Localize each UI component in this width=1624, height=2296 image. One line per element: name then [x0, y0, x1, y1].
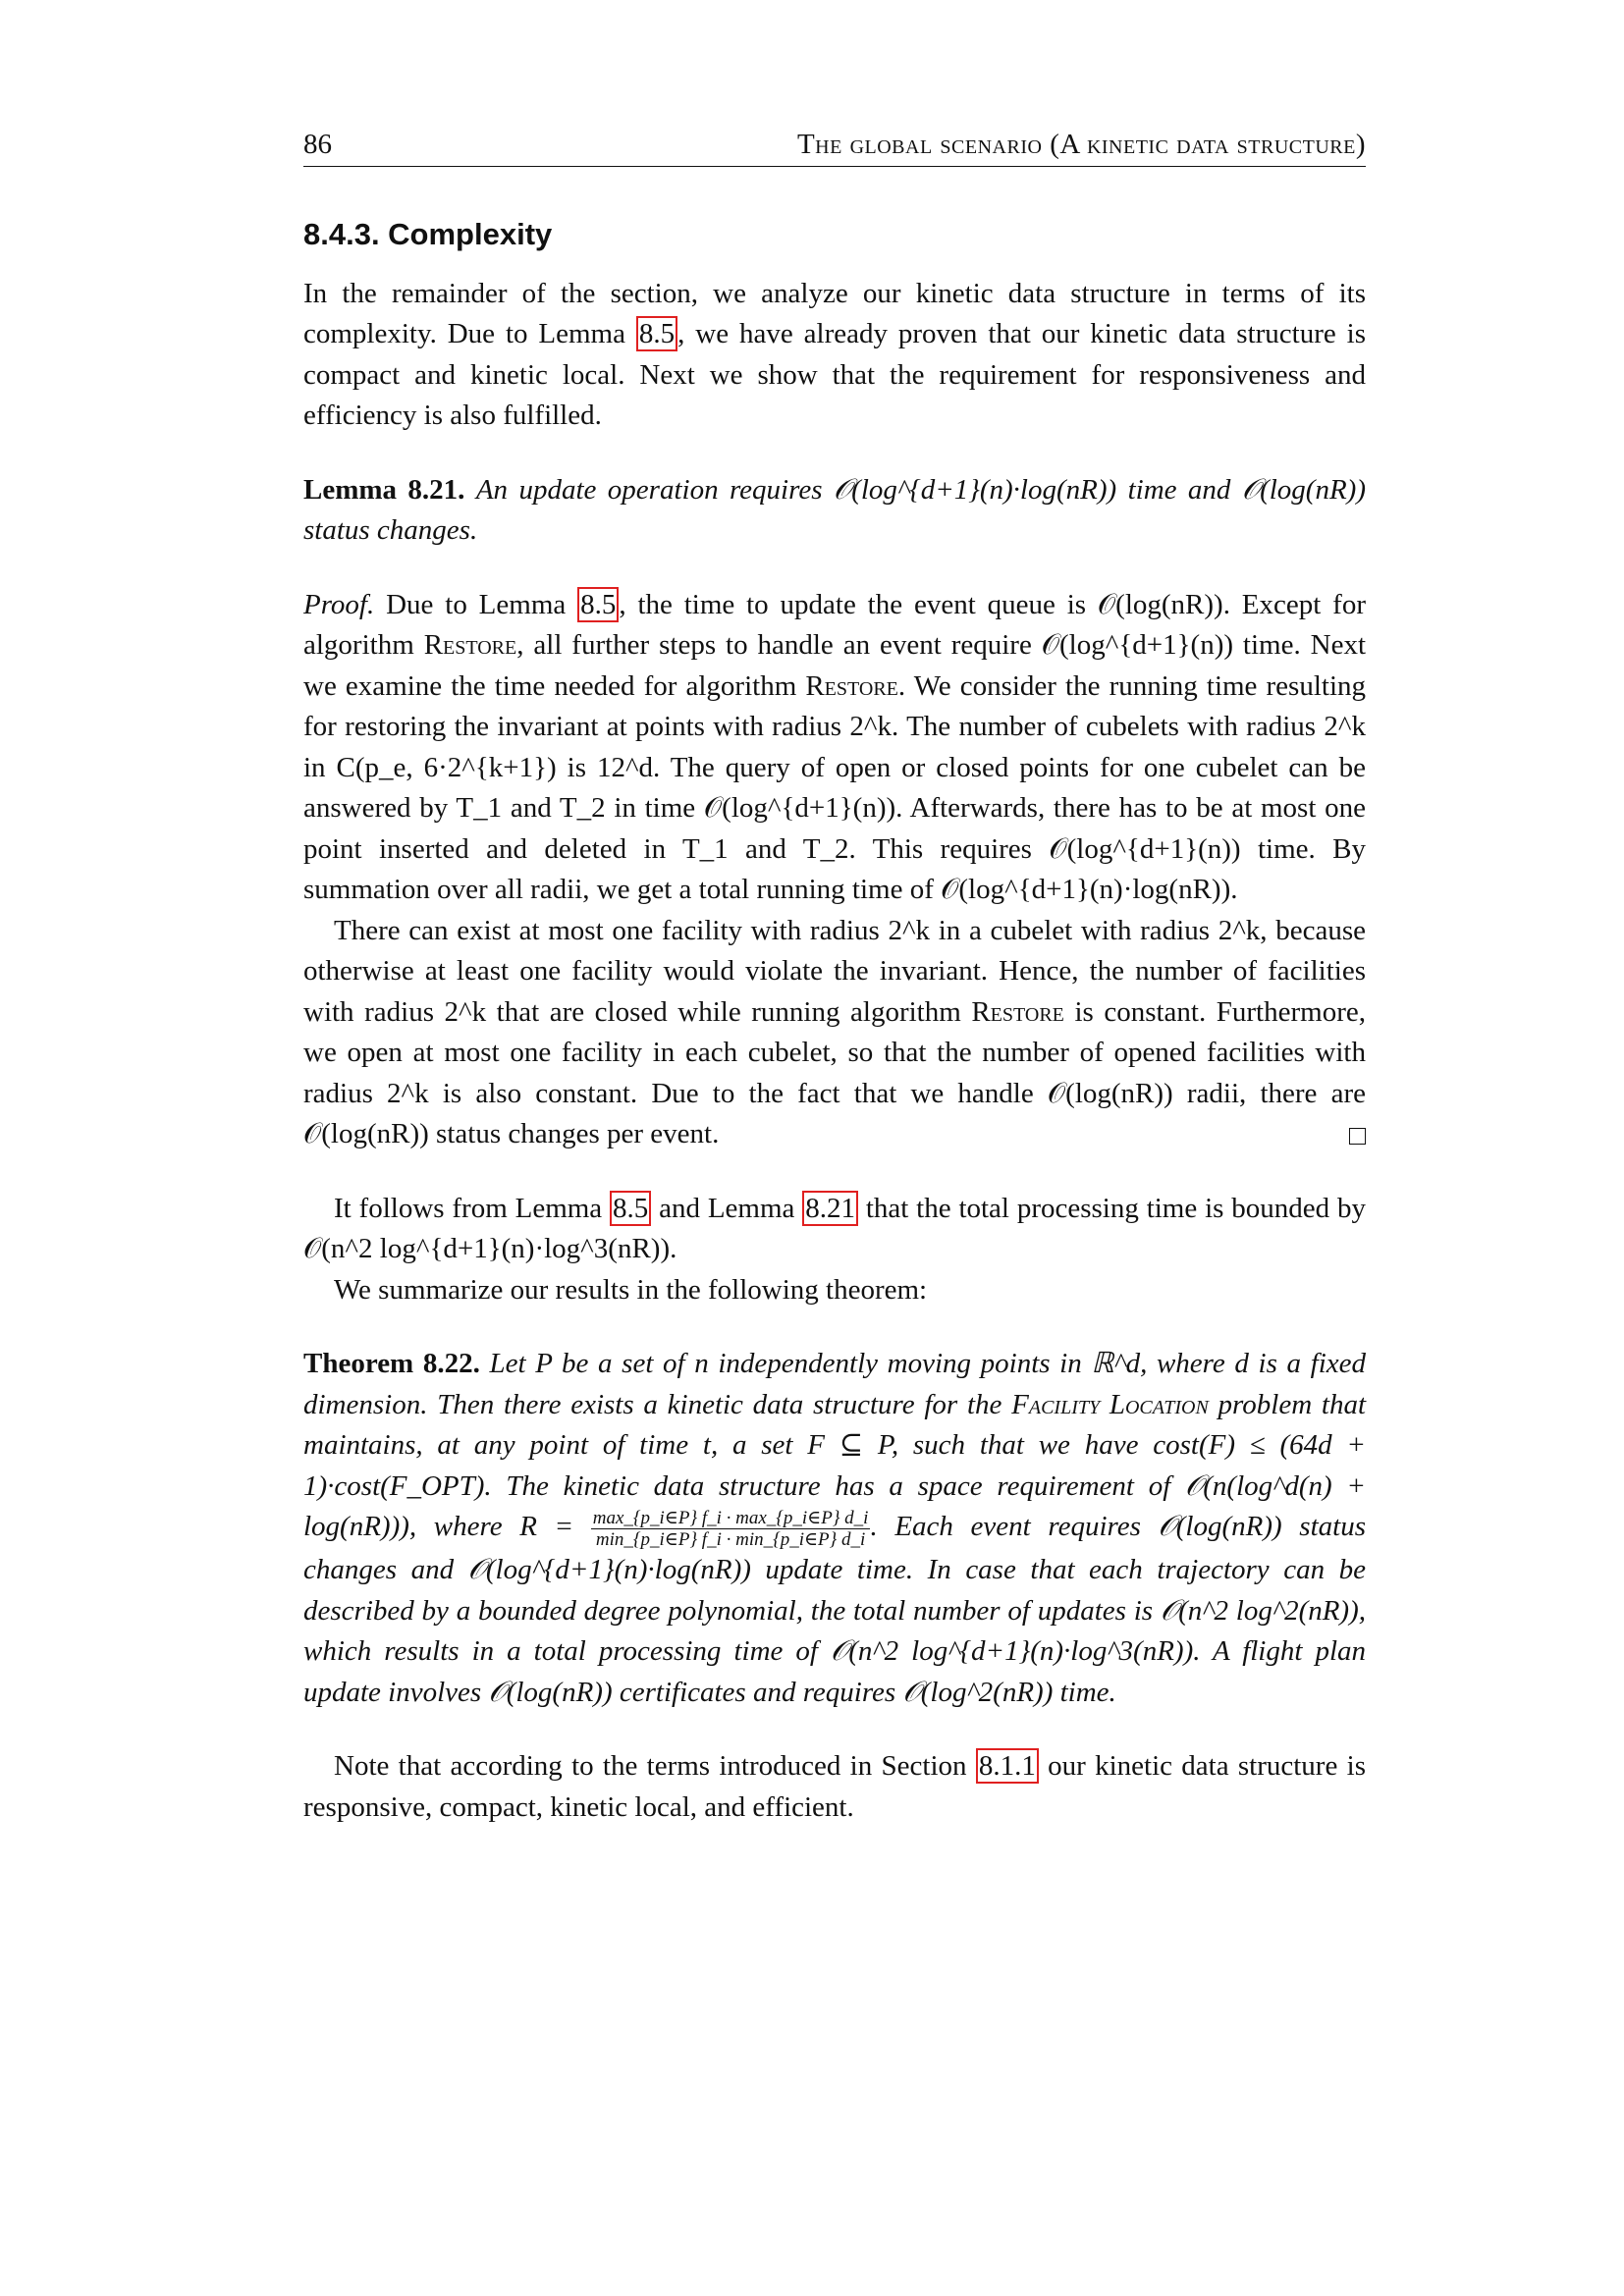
qed-square-icon [1349, 1128, 1366, 1145]
ref-lemma-8-5-proof[interactable]: 8.5 [577, 587, 619, 622]
follow-text-c: that the total processing time is bounded by 𝒪(n^2 log^{d+1}(n)·log^3(nR)). [303, 1192, 1366, 1265]
fraction-numerator: max_{p_i∈P} f_i · max_{p_i∈P} d_i [592, 1508, 869, 1529]
proof-text-b: , the time to update the event queue is 𝒪(log(nR)). Except for algorithm [303, 588, 1366, 662]
follow-text-b: and Lemma [651, 1192, 803, 1224]
intro-text-2: , we have already proven that our kinetic data structure is compact and kinetic local. Next we show that the requirement for responsiveness and efficiency is also fulfilled. [303, 318, 1366, 432]
proof-text-f: is constant. Furthermore, we open at most one facility in each cubelet, so that the number of opened facilities with radius 2^k is also constant. Due to the fact that we handle 𝒪(log(nR)) radii, there are 𝒪(log(nR)) status changes per event. [303, 995, 1366, 1150]
theorem-8-22 [303, 1344, 1366, 1713]
algorithm-restore-3: Restore [971, 995, 1064, 1028]
follow-text-a: It follows from Lemma [334, 1192, 611, 1224]
ratio-fraction [591, 1508, 871, 1550]
follow-paragraph [303, 1189, 1366, 1270]
proof-paragraph-2 [303, 911, 1366, 1155]
page-number: 86 [303, 129, 332, 160]
summary-sentence: We summarize our results in the following theorem: [334, 1273, 928, 1306]
theorem-text-c: . Each event requires 𝒪(log(nR)) status changes and 𝒪(log^{d+1}(n)·log(nR)) update time. In case that each trajectory can be described by a bounded degree polynomial, the total number of updates is 𝒪(n^2 log^2(nR)), which results in a total processing time of 𝒪(n^2 log^{d+1}(n)·log^3(nR)). A flight plan update involves 𝒪(log(nR)) certificates and requires 𝒪(log^2(nR)) time. [303, 1511, 1366, 1708]
ref-lemma-8-21[interactable]: 8.21 [802, 1191, 858, 1226]
proof-label: Proof. [303, 588, 375, 620]
page [303, 128, 1366, 1828]
algorithm-restore: Restore [423, 629, 517, 662]
ref-lemma-8-5-follow[interactable]: 8.5 [610, 1191, 651, 1226]
running-header [303, 128, 1366, 167]
proof-text-a: Due to Lemma [386, 588, 578, 620]
theorem-label: Theorem 8.22. [303, 1348, 480, 1380]
proof-paragraph-1 [303, 585, 1366, 911]
lemma-label: Lemma 8.21. [303, 473, 465, 506]
proof-text-c: , all further steps to handle an event require 𝒪(log^{d+1}(n)) time. Next we examine the time needed for algorithm [303, 629, 1367, 702]
theorem-text-a: Let P be a set of n independently moving points in ℝ^d, where d is a fixed dimension. Then there exists a kinetic data structure for the [303, 1348, 1366, 1420]
intro-paragraph [303, 274, 1366, 437]
note-text-b: our kinetic data structure is responsive, compact, kinetic local, and efficient. [303, 1750, 1366, 1823]
lemma-8-21 [303, 470, 1366, 552]
lemma-statement: An update operation requires 𝒪(log^{d+1}(n)·log(nR)) time and 𝒪(log(nR)) status changes. [303, 473, 1366, 547]
intro-text-1: In the remainder of the section, we analyze our kinetic data structure in terms of its complexity. Due to Lemma [303, 277, 1366, 350]
section-title: 8.4.3. Complexity [303, 216, 553, 251]
note-text-a: Note that according to the terms introduced in Section [334, 1750, 976, 1783]
ref-section-8-1-1[interactable]: 8.1.1 [976, 1748, 1039, 1784]
fraction-denominator: min_{p_i∈P} f_i · min_{p_i∈P} d_i [595, 1529, 866, 1551]
note-paragraph [303, 1746, 1366, 1828]
proof-text-d: . We consider the running time resulting for restoring the invariant at points with radius 2^k. The number of cubelets with radius 2^k in C(p_e, 6·2^{k+1}) is 12^d. The query of open or closed points for one cubelet can be answered by T_1 and T_2 in time 𝒪(log^{d+1}(n)). Afterwards, there has to be at most one point inserted and deleted in T_1 and T_2. This requires 𝒪(log^{d+1}(n)) time. By summation over all radii, we get a total running time of 𝒪(log^{d+1}(n)·log(nR)). [303, 669, 1367, 906]
facility-location-problem: Facility Location [1011, 1388, 1209, 1420]
theorem-text-b: problem that maintains, at any point of time t, a set F ⊆ P, such that we have cost(F) ≤ (64d + 1)·cost(F_OPT). The kinetic data structure has a space requirement of 𝒪(n(log^d(n) + log(nR))), where R = [303, 1388, 1367, 1543]
running-title: The global scenario (A kinetic data structure) [796, 129, 1366, 160]
proof-text-e: There can exist at most one facility with radius 2^k in a cubelet with radius 2^k, because otherwise at least one facility would violate the invariant. Hence, the number of facilities with radius 2^k that are closed while running algorithm [303, 914, 1366, 1028]
ref-lemma-8-5[interactable]: 8.5 [636, 316, 677, 351]
algorithm-restore-2: Restore [805, 669, 898, 702]
